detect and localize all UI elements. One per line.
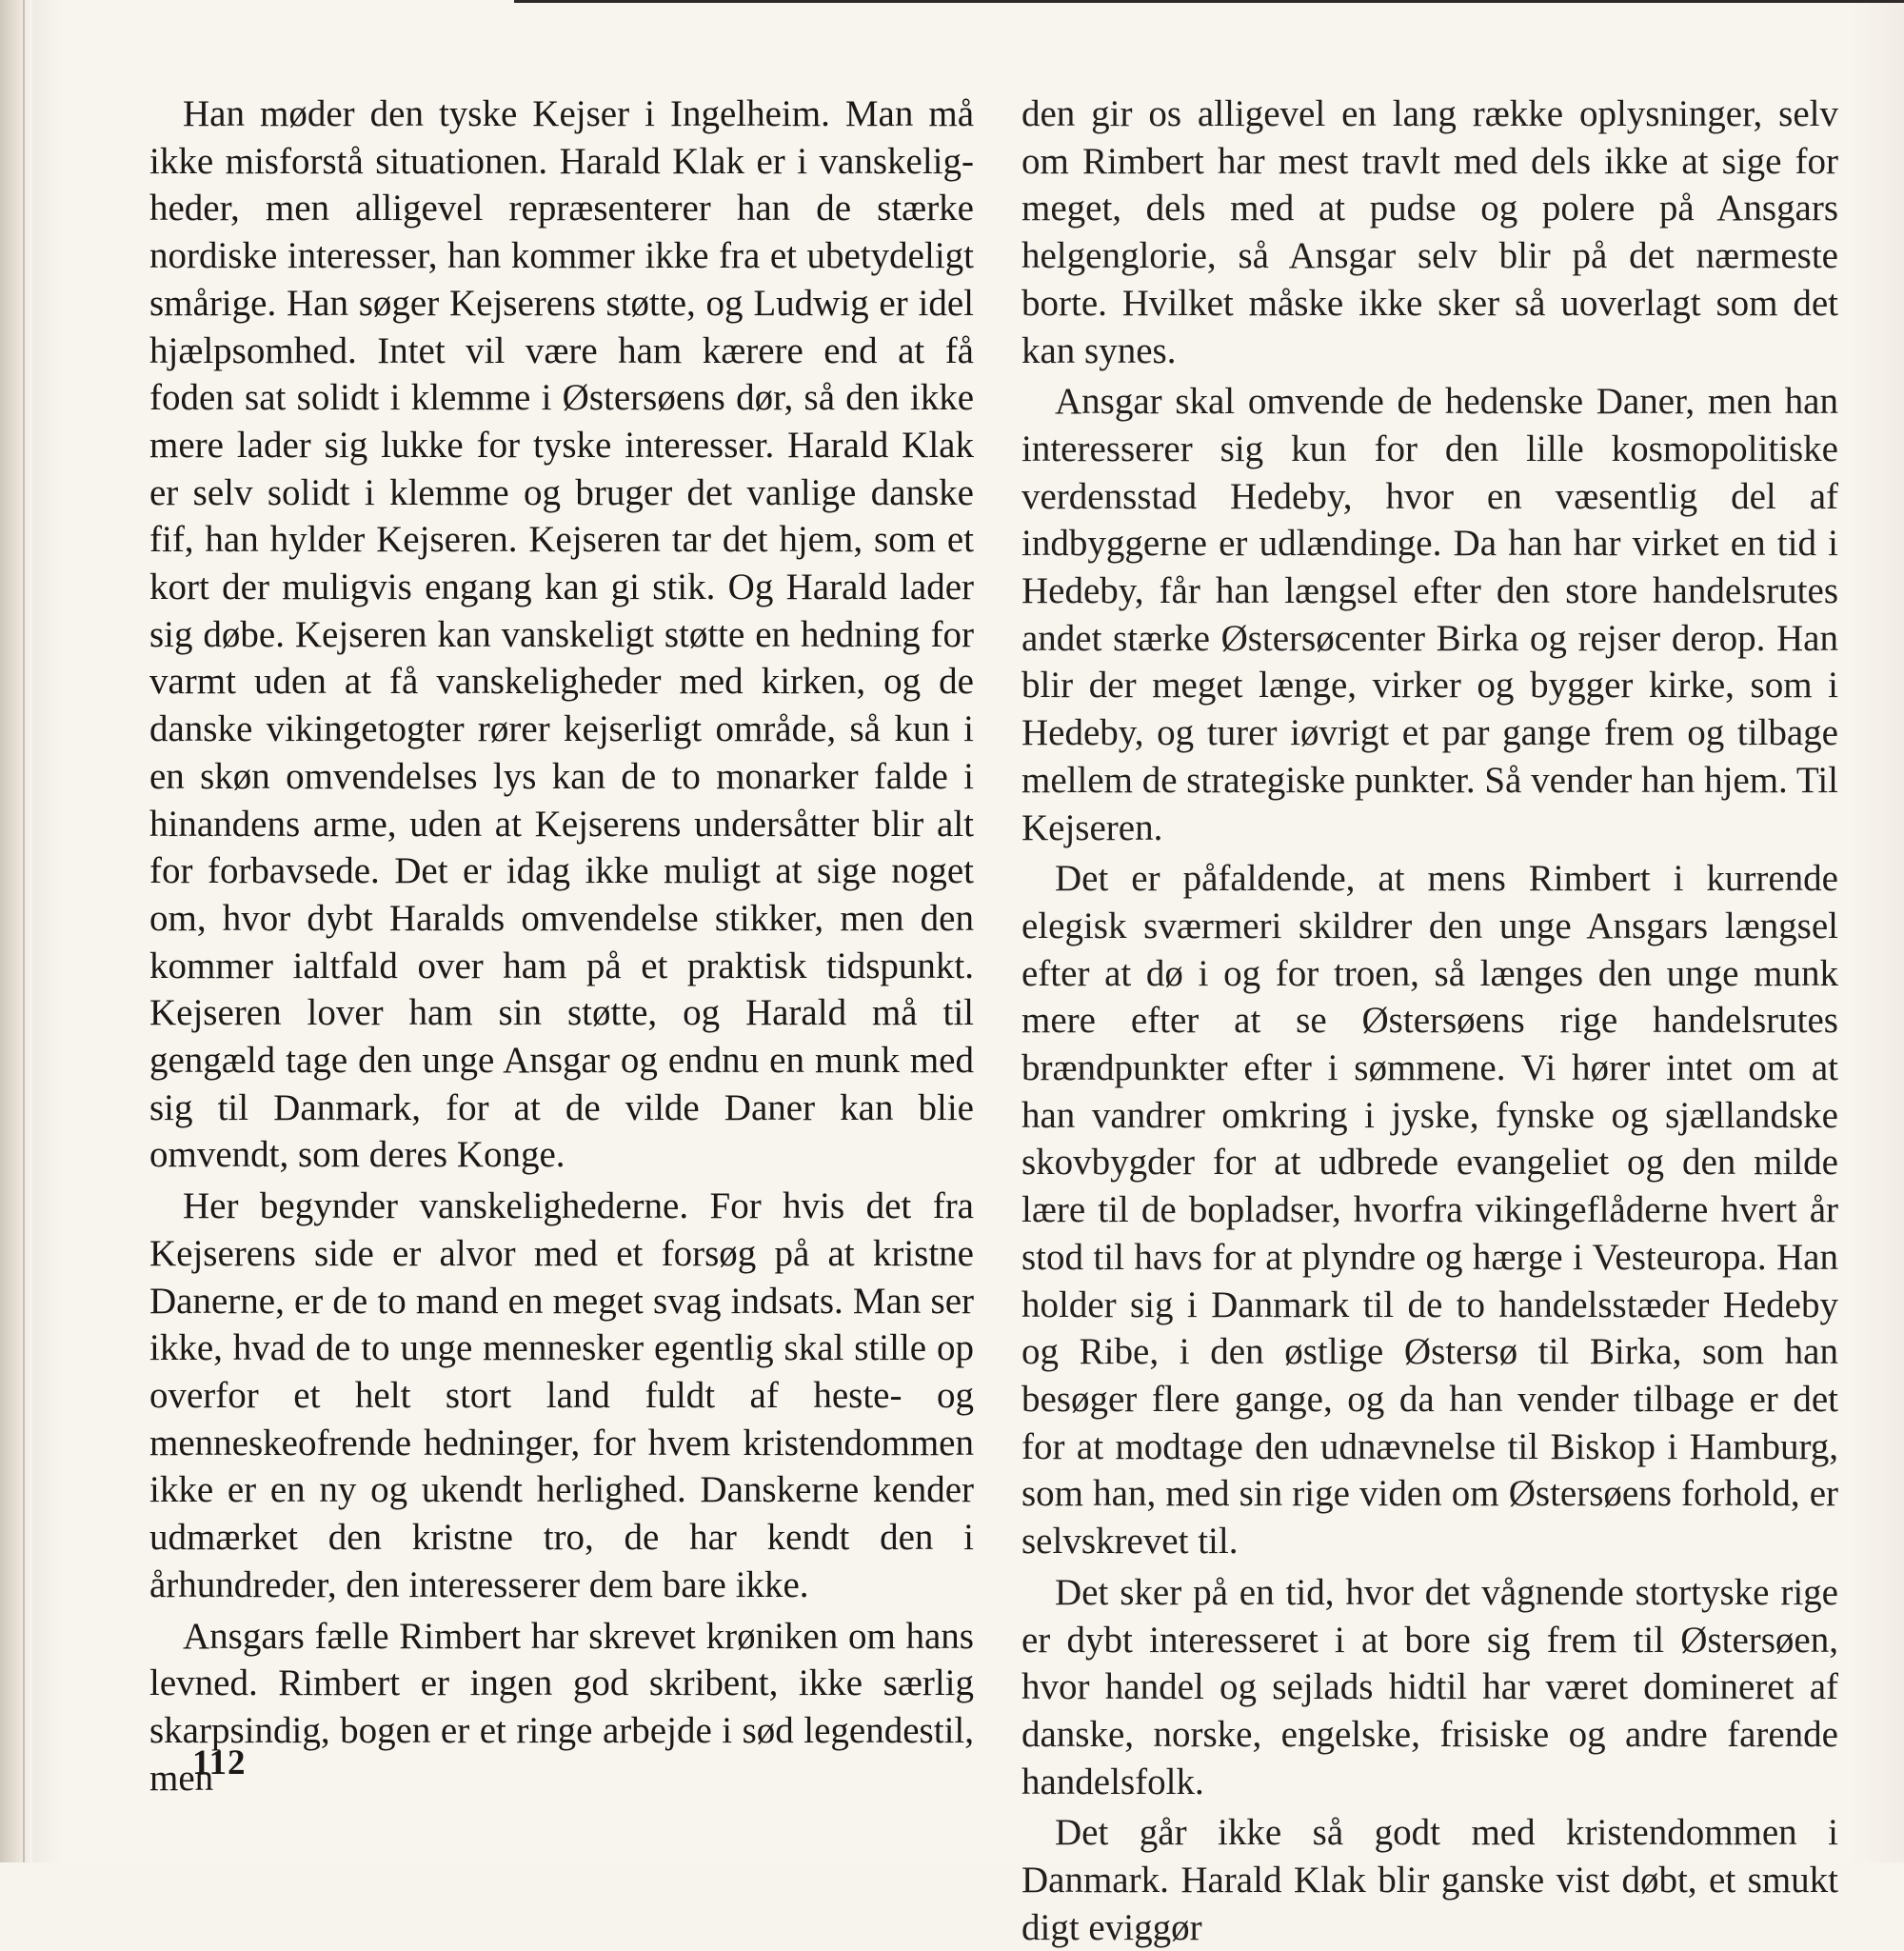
- gutter-shadow: [32, 0, 63, 1862]
- book-spine: [0, 0, 32, 1862]
- page-number: 112: [192, 1743, 247, 1782]
- spine-edge: [23, 0, 25, 1862]
- right-text-column: [1021, 90, 1838, 1951]
- right-paragraph-2: Ansgar skal omvende de hedenske Daner, men han interesserer sig kun for den lille kosmopolitiske verdensstad Hedeby, hvor en væsentlig del af indbyggerne er udlændinge. Da han har virket en tid i Hedeby, får han længsel efter den store handelsrutes andet stærke Østersøcenter Birka og rejser derop. Han blir der meget længe, virker og bygger kirke, som i Hedeby, og turer iøvrigt et par gange frem og tilbage mellem de strategiske punkter. Så vender han hjem. Til Kejseren.: [1021, 381, 1838, 848]
- top-rule: [514, 0, 1904, 3]
- left-paragraph-2: Her begynder vanskelighederne. For hvis det fra Kejserens side er alvor med et forsøg på at kristne Danerne, er de to mand en meget svag indsats. Man ser ikke, hvad de to unge mennesker egentlig skal stille op overfor et helt stort land fuldt af heste- og menneskeofrende hedninger, for hvem kristendommen ikke er en ny og ukendt herlighed. Danskerne kender udmærket den kristne tro, de har kendt den i århundreder, den interesserer dem bare ikke.: [149, 1185, 974, 1605]
- right-paragraph-4: Det sker på en tid, hvor det vågnende stortyske rige er dybt interesseret i at bore sig frem til Østersøen, hvor handel og sejlads hidtil har været domineret af danske, norske, engelske, frisiske og andre farende handelsfolk.: [1021, 1571, 1838, 1802]
- right-paragraph-3: Det er påfaldende, at mens Rimbert i kurrende elegisk sværmeri skildrer den unge Ansgars længsel efter at dø i og for troen, så længes den unge munk mere efter at se Østersøens rige handelsrutes brændpunkter efter i sømmene. Vi hører intet om at han vandrer omkring i jyske, fynske og sjællandske skovbygder for at udbrede evangeliet og den milde lære til de bopladser, hvorfra vikingeflåderne hvert år stod til havs for at plyndre og hærge i Vesteuropa. Han holder sig i Danmark til de to handelsstæder Hedeby og Ribe, i den østlige Østersø til Birka, som han besøger flere gange, og da han vender tilbage er det for at modtage den udnævnelse til Biskop i Hamburg, som han, med sin rige viden om Østersøens forhold, er selvskrevet til.: [1021, 858, 1838, 1563]
- left-text-column: [149, 90, 974, 1802]
- right-paragraph-1: den gir os alligevel en lang række oplysninger, selv om Rimbert har mest travlt med dels ikke at sige for meget, dels med at pudse og polere på Ansgars helgenglorie, så Ansgar selv blir på det nærmeste borte. Hvilket måske ikke sker så uoverlagt som det kan synes.: [1021, 93, 1838, 371]
- left-paragraph-1: Han møder den tyske Kejser i Ingelheim. Man må ikke misforstå situationen. Harald Klak er i vanskeligheder, men alligevel repræsenterer han de stærke nordiske interesser, han kommer ikke fra et ubetydeligt smårige. Han søger Kejserens støtte, og Ludwig er idel hjælpsomhed. Intet vil være ham kærere end at få foden sat solidt i klemme i Østersøens dør, så den ikke mere lader sig lukke for tyske interesser. Harald Klak er selv solidt i klemme og bruger det vanlige danske fif, han hylder Kejseren. Kejseren tar det hjem, som et kort der muligvis engang kan gi stik. Og Harald lader sig døbe. Kejseren kan vanskeligt støtte en hedning for varmt uden at få vanskeligheder med kirken, og de danske vikingetogter rører kejserligt område, så kun i en skøn omvendelses lys kan de to monarker falde i hinandens arme, uden at Kejserens undersåtter blir alt for forbavsede. Det er idag ikke muligt at sige noget om, hvor dybt Haralds omvendelse stikker, men den kommer ialtfald over ham på et praktisk tidspunkt. Kejseren lover ham sin støtte, og Harald må til gengæld tage den unge Ansgar og endnu en munk med sig til Danmark, for at de vilde Daner kan blie omvendt, som deres Konge.: [149, 93, 974, 1176]
- left-paragraph-3: Ansgars fælle Rimbert har skrevet krøniken om hans levned. Rimbert er ingen god skribent, ikke særlig skarpsindig, bogen er et ringe arbejde i sød legendestil, men: [149, 1615, 974, 1799]
- right-paragraph-5: Det går ikke så godt med kristendommen i Danmark. Harald Klak blir ganske vist døbt, et smukt digt eviggør: [1021, 1812, 1838, 1948]
